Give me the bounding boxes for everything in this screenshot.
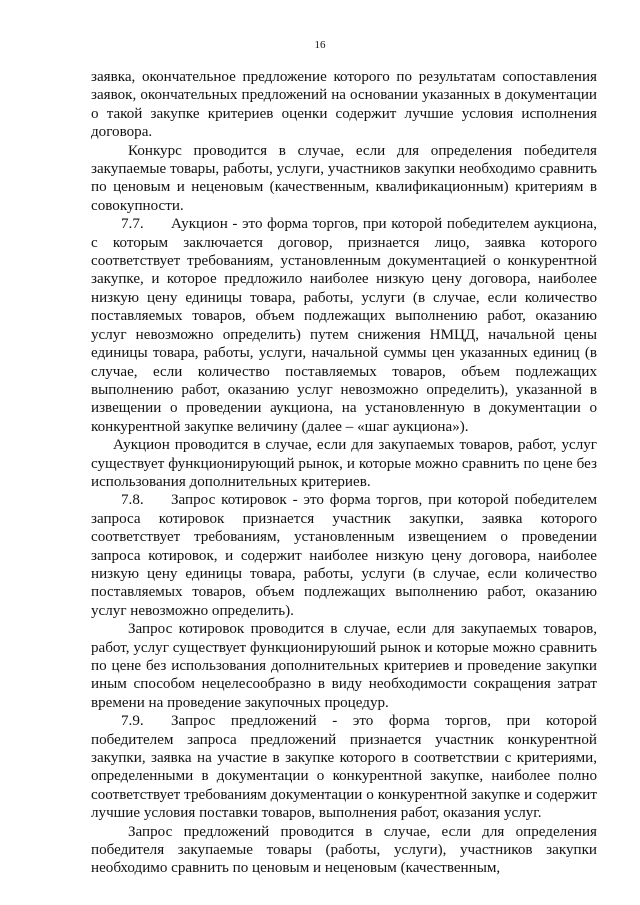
paragraph-quotations: Запрос котировок проводится в случае, если для закупаемых товаров, работ, услуг существует функционируюший рынок и которые можно сравнить по цене без использования дополнительных критериев и проведение закупки иным способом нецелесообразно в виду необходимости сокращения затрат времени на проведение закупочных процедур. <box>91 621 597 711</box>
paragraph-proposals: Запрос предложений проводится в случае, если для определения победителя закупаемые товары (работы, услуги), участников закупки необходимо сравнить по ценовым и неценовым (качественным, <box>91 823 597 877</box>
section-text: Запрос котировок - это форма торгов, при которой победителем запроса котировок признается участник закупки, заявка которого соответствует требованиям, установленным извещением о проведении запроса котировок, и содержит наиболее низкую цену договора, наиболее низкую цену единицы товара, работы, услуги (в случае, если количество поставляемых товаров, объем подлежащих выполнению работ, оказанию услуг невозможно определить). <box>91 492 597 619</box>
section-7-9 <box>91 712 597 822</box>
paragraph-continuation: заявка, окончательное предложение которого по результатам сопоставления заявок, окончательных предложений на основании указанных в документации о такой закупке критериев оценки содержит лучшие условия исполнения договора. <box>91 69 597 141</box>
page-number: 16 <box>314 39 326 51</box>
paragraph-competition: Конкурс проводится в случае, если для определения победителя закупаемые товары, работы, услуги, участников закупки необходимо сравнить по ценовым и неценовым (качественным, квалификационным) критериям в совокупности. <box>91 142 597 214</box>
section-7-7 <box>91 215 597 436</box>
section-number: 7.7. <box>121 216 144 233</box>
section-7-8 <box>91 491 597 620</box>
section-number: 7.8. <box>121 492 144 509</box>
document-body <box>91 68 597 878</box>
section-text: Аукцион - это форма торгов, при которой победителем аукциона, с которым заключается договор, признается лицо, заявка которого соответствует требованиям, установленным документацией о конкурентной закупке, и которое предложило наиболее низкую цену договора, наиболее низкую цену единицы товара, работы, услуги (в случае, если количество поставляемых товаров, объем подлежащих выполнению работ, оказанию услуг невозможно определить) путем снижения НМЦД, начальной цены единицы товара, работы, услуги, начальной суммы цен указанных единиц (в случае, если количество поставляемых товаров, объем подлежащих выполнению работ, оказанию услуг невозможно определить), указанной в извещении о проведении аукциона, на установленную в документации о конкурентной закупке величину (далее – «шаг аукциона»). <box>91 216 597 435</box>
section-text: Запрос предложений - это форма торгов, при которой победителем запроса предложений признается участник конкурентной закупки, заявка на участие в закупке которого в соответствии с критериями, определенными в документации о конкурентной закупке, наиболее полно соответствует требованиям документации о конкурентной закупке и содержит лучшие условия поставки товаров, выполнения работ, оказания услуг. <box>91 713 597 822</box>
paragraph-auction: Аукцион проводится в случае, если для закупаемых товаров, работ, услуг существует функционирующий рынок, и которые можно сравнить по цене без использования дополнительных критериев. <box>91 437 597 490</box>
section-number: 7.9. <box>121 713 144 730</box>
